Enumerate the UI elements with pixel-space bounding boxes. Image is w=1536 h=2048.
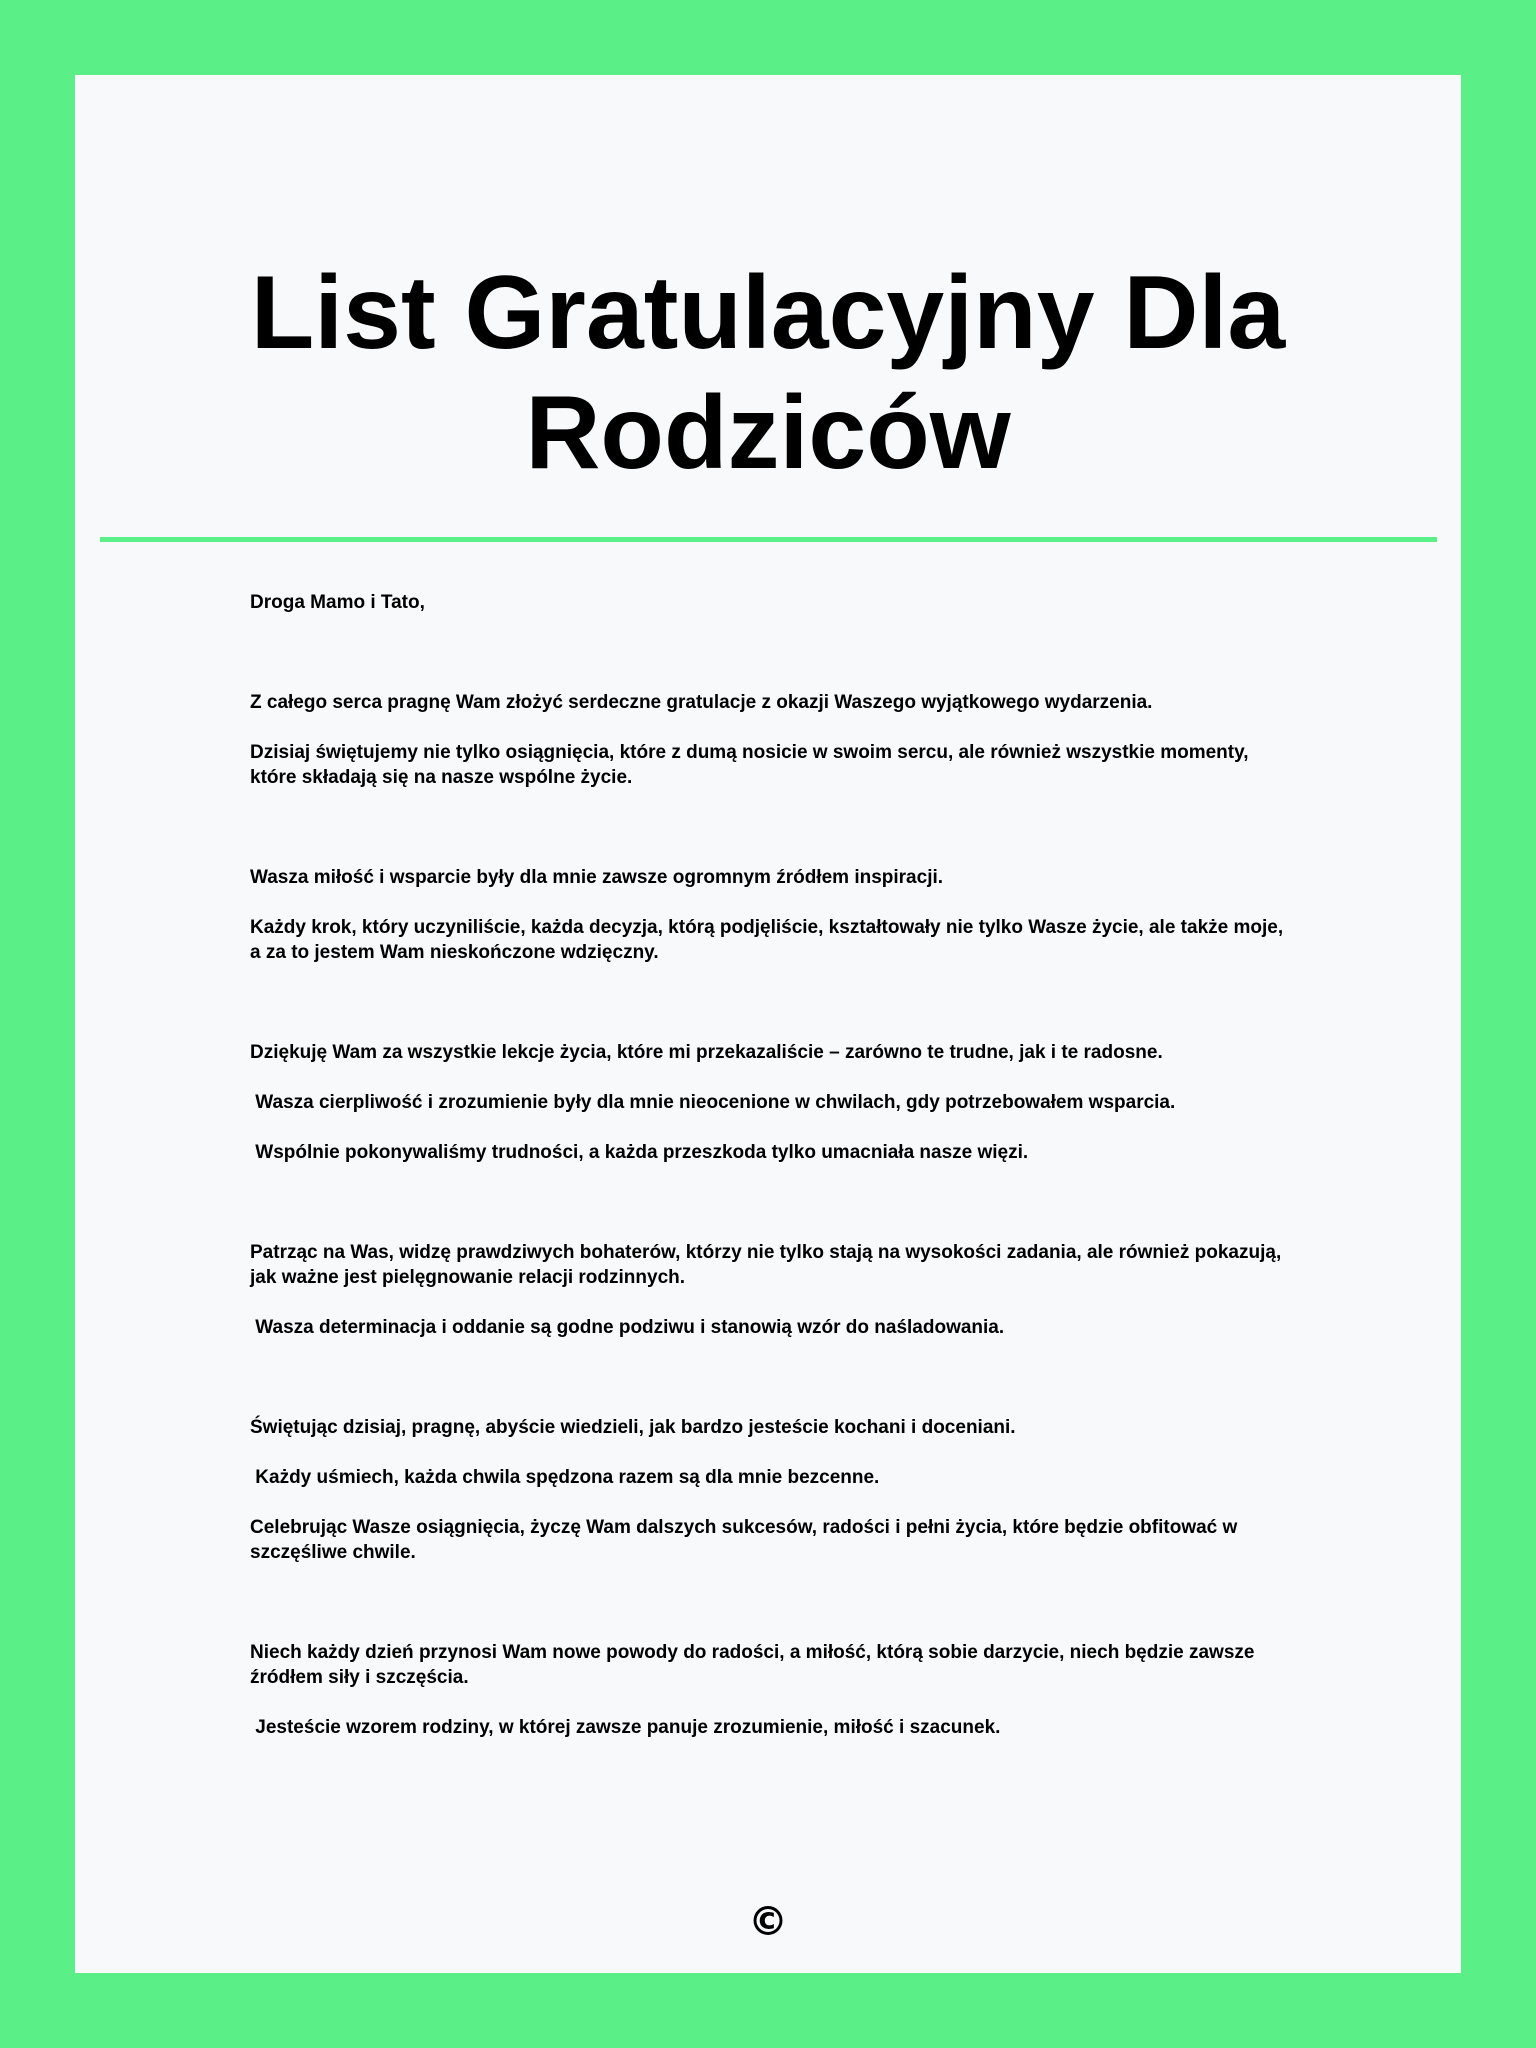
paragraph: Wspólnie pokonywaliśmy trudności, a każda przeszkoda tylko umacniała nasze więzi.	[250, 1142, 1029, 1163]
paragraph: Świętując dzisiaj, pragnę, abyście wiedzieli, jak bardzo jesteście kochani i doceniani.	[250, 1417, 1016, 1438]
paragraph: Wasza cierpliwość i zrozumienie były dla mnie nieocenione w chwilach, gdy potrzebowałem wsparcia.	[250, 1092, 1176, 1113]
paragraph: Niech każdy dzień przynosi Wam nowe powody do radości, a miłość, którą sobie darzycie, niech będzie zawsze źródłem siły i szczęścia.	[250, 1642, 1260, 1688]
paragraph: Wasza determinacja i oddanie są godne podziwu i stanowią wzór do naśladowania.	[250, 1317, 1005, 1338]
paragraph: Każdy krok, który uczyniliście, każda decyzja, którą podjęliście, kształtowały nie tylko Wasze życie, ale także moje, a za to jestem Wam nieskończone wdzięczny.	[250, 917, 1289, 963]
paragraph: Patrząc na Was, widzę prawdziwych bohaterów, którzy nie tylko stają na wysokości zadania, ale również pokazują, jak ważne jest pielęgnowanie relacji rodzinnych.	[250, 1242, 1287, 1288]
paragraph: Dziękuję Wam za wszystkie lekcje życia, które mi przekazaliście – zarówno te trudne, jak i te radosne.	[250, 1042, 1163, 1063]
paragraph: Wasza miłość i wsparcie były dla mnie zawsze ogromnym źródłem inspiracji.	[250, 867, 944, 888]
copyright-icon: ©	[748, 1899, 788, 1945]
greeting: Droga Mamo i Tato,	[250, 592, 425, 613]
letter-page	[75, 75, 1461, 1973]
paragraph: Dzisiaj świętujemy nie tylko osiągnięcia, które z dumą nosicie w swoim sercu, ale również wszystkie momenty, które składają się na nasze wspólne życie.	[250, 742, 1254, 788]
letter-title: List Gratulacyjny Dla Rodziców	[250, 255, 1286, 491]
letter-body	[250, 590, 1290, 1740]
paragraph: Celebrując Wasze osiągnięcia, życzę Wam dalszych sukcesów, radości i pełni życia, które będzie obfitować w szczęśliwe chwile.	[250, 1517, 1243, 1563]
title-divider	[100, 537, 1437, 542]
paragraph: Każdy uśmiech, każda chwila spędzona razem są dla mnie bezcenne.	[250, 1467, 880, 1488]
paragraph: Jesteście wzorem rodziny, w której zawsze panuje zrozumienie, miłość i szacunek.	[250, 1717, 1001, 1738]
paragraph: Z całego serca pragnę Wam złożyć serdeczne gratulacje z okazji Waszego wyjątkowego wydarzenia.	[250, 692, 1153, 713]
